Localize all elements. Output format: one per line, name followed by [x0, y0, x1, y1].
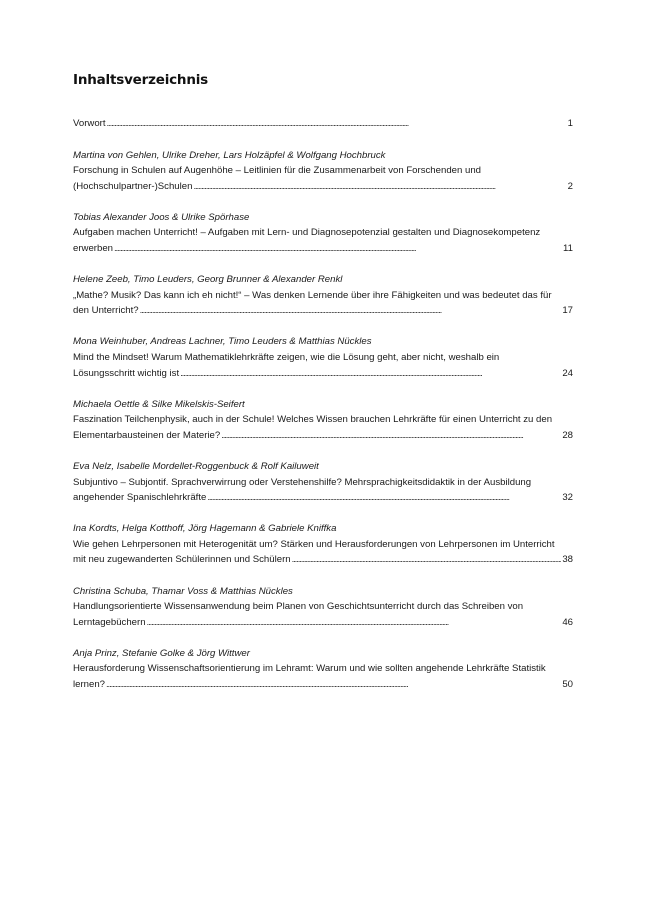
- toc-entry-authors: Michaela Oettle & Silke Mikelskis-Seifert: [73, 398, 245, 410]
- toc-entry-authors: Ina Kordts, Helga Kotthoff, Jörg Hagemann & Gabriele Kniffka: [73, 523, 337, 535]
- toc-heading: Inhaltsverzeichnis: [73, 72, 209, 88]
- toc-entry-authors: Helene Zeeb, Timo Leuders, Georg Brunner & Alexander Renkl: [73, 274, 343, 286]
- dot-leader: [147, 615, 562, 631]
- dot-leader: [107, 116, 567, 132]
- toc-entry-authors: Mona Weinhuber, Andreas Lachner, Timo Leuders & Matthias Nückles: [73, 336, 372, 348]
- toc-entry-title-line1: Forschung in Schulen auf Augenhöhe – Leitlinien für die Zusammenarbeit von Forschenden und: [73, 165, 481, 177]
- toc-page-number: 11: [563, 243, 573, 255]
- toc-leader-row: [73, 366, 573, 382]
- toc-entry[interactable]: [73, 334, 573, 381]
- toc-entry-title-line1: Wie gehen Lehrpersonen mit Heterogenität um? Stärken und Herausforderungen von Lehrpersonen im Unterricht: [73, 538, 555, 550]
- toc-entries: [73, 148, 573, 693]
- toc-entry-title-line2: (Hochschulpartner-)Schulen: [73, 180, 193, 192]
- toc-page-number: 50: [562, 679, 573, 691]
- toc-entry-title-line2: Lösungsschritt wichtig ist: [73, 367, 180, 379]
- toc-leader-row: [73, 552, 573, 568]
- toc-entry[interactable]: [73, 397, 573, 444]
- toc-entry-authors: Anja Prinz, Stefanie Golke & Jörg Wittwer: [73, 647, 250, 659]
- toc-page-number: 24: [562, 367, 573, 379]
- toc-entry-title-line2: lernen?: [73, 679, 106, 691]
- toc-entry-title-line2: mit neu zugewanderten Schülerinnen und Schülern: [73, 554, 291, 566]
- toc-page-number: 32: [562, 492, 573, 504]
- toc-entry-title-line2: erwerben: [73, 243, 113, 255]
- toc-page-number: 1: [567, 118, 573, 129]
- dot-leader: [207, 490, 561, 506]
- toc-entry[interactable]: [73, 272, 573, 319]
- toc-entry[interactable]: [73, 459, 573, 506]
- toc-entry-title-line2: den Unterricht?: [73, 305, 139, 317]
- toc-leader-row: [73, 116, 573, 132]
- toc-page-number: 46: [562, 616, 573, 628]
- toc-page-number: 17: [562, 305, 573, 317]
- toc-entry-title: Vorwort: [73, 118, 106, 129]
- toc-entry-title-line1: „Mathe? Musik? Das kann ich eh nicht!“ – Was denken Lernende über ihre Fähigkeiten und was bedeutet das für: [73, 289, 552, 301]
- toc-entry-title-line1: Faszination Teilchenphysik, auch in der Schule! Welches Wissen brauchen Lehrkräfte für einen Unterricht zu den: [73, 414, 553, 426]
- toc-leader-row: [73, 303, 573, 319]
- dot-leader: [114, 241, 562, 257]
- toc-entry-title-line1: Herausforderung Wissenschaftsorientierung im Lehramt: Warum und wie sollten angehende Lehrkräfte Statistik: [73, 663, 546, 675]
- dot-leader: [221, 428, 561, 444]
- toc-page-number: 28: [562, 429, 573, 441]
- toc-entry-authors: Martina von Gehlen, Ulrike Dreher, Lars Holzäpfel & Wolfgang Hochbruck: [73, 149, 386, 161]
- toc-leader-row: [73, 490, 573, 506]
- toc-entry-title-line1: Handlungsorientierte Wissensanwendung beim Planen von Geschichtsunterricht durch das Schreiben von: [73, 601, 524, 613]
- toc-entry-authors: Tobias Alexander Joos & Ulrike Spörhase: [73, 211, 250, 223]
- toc-entry-title-line1: Mind the Mindset! Warum Mathematiklehrkräfte zeigen, wie die Lösung geht, aber nicht, weshalb ein: [73, 352, 500, 364]
- toc-entry-title-line2: angehender Spanischlehrkräfte: [73, 492, 207, 504]
- toc-entry-authors: Eva Nelz, Isabelle Mordellet-Roggenbuck & Rolf Kailuweit: [73, 461, 319, 472]
- toc-entry-title-line2: Lerntagebüchern: [73, 616, 146, 628]
- toc-entry[interactable]: [73, 210, 573, 257]
- toc-entry-title-line2: Elementarbausteinen der Materie?: [73, 429, 221, 441]
- dot-leader: [292, 552, 562, 568]
- toc-page: [73, 72, 573, 708]
- toc-entry[interactable]: [73, 584, 573, 631]
- dot-leader: [106, 677, 561, 693]
- toc-page-number: 38: [562, 554, 573, 566]
- dot-leader: [193, 179, 566, 195]
- toc-page-number: 2: [567, 180, 573, 192]
- dot-leader: [140, 303, 562, 319]
- dot-leader: [180, 366, 561, 382]
- toc-entry-title-line1: Subjuntivo – Subjontif. Sprachverwirrung oder Verstehenshilfe? Mehrsprachigkeitsdidaktik in der Ausbildung: [73, 476, 532, 488]
- toc-leader-row: [73, 677, 573, 693]
- toc-entry-title-line1: Aufgaben machen Unterricht! – Aufgaben mit Lern- und Diagnosepotenzial gestalten und Diagnosekompetenz: [73, 227, 541, 239]
- toc-entry[interactable]: [73, 521, 573, 568]
- toc-leader-row: [73, 179, 573, 195]
- toc-entry-authors: Christina Schuba, Thamar Voss & Matthias Nückles: [73, 585, 293, 597]
- toc-leader-row: [73, 428, 573, 444]
- toc-entry[interactable]: [73, 646, 573, 693]
- toc-entry-preface[interactable]: [73, 116, 573, 132]
- toc-leader-row: [73, 241, 573, 257]
- toc-leader-row: [73, 615, 573, 631]
- toc-entry[interactable]: [73, 148, 573, 195]
